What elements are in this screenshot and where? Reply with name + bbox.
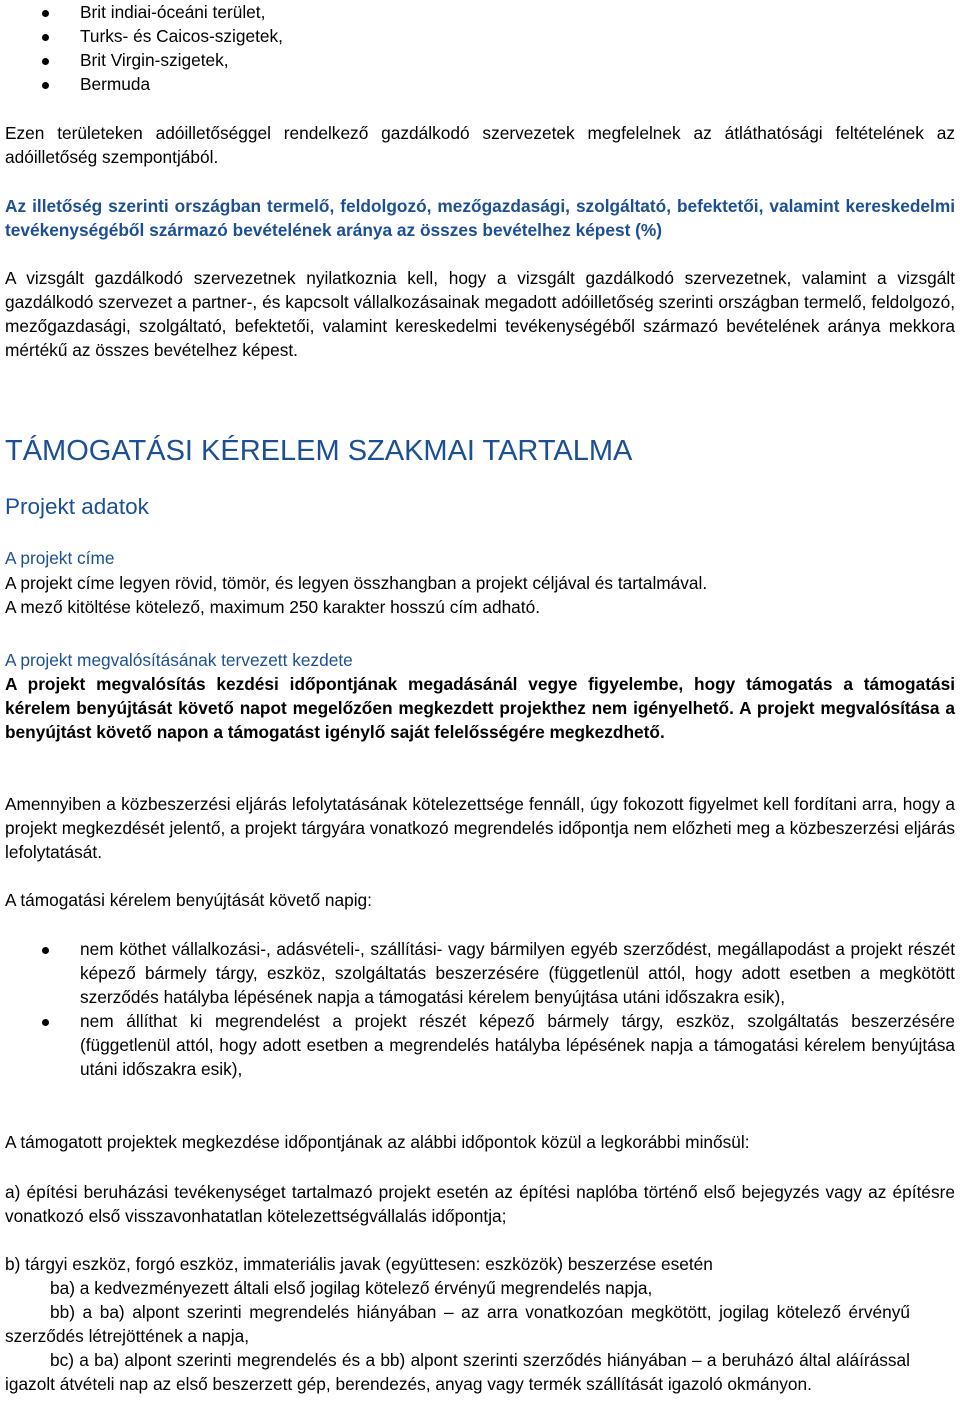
section-body: A vizsgált gazdálkodó szervezetnek nyilatkoznia kell, hogy a vizsgált gazdálkodó szervezetnek, valamint a vizsgált gazdálkodó szervezet a partner-, és kapcsolt vállalkozásainak megadott adóilletőség szerinti országban termelő, feldolgozó, mezőgazdasági, szolgáltató, befektetői, valamint kereskedelmi tevékenységéből származó bevételének aránya mekkora mértékű az összes bevételhez képest. (5, 268, 955, 360)
item-a: a) építési beruházási tevékenységet tartalmazó projekt esetén az építési naplóba történő első bejegyzés vagy az építésre vonatkozó első visszavonhatatlan kötelezettségvállalás időpontja; (5, 1182, 955, 1226)
bullet-icon (42, 82, 49, 89)
project-title-heading: A projekt címe (5, 548, 115, 568)
section-heading: Az illetőség szerinti országban termelő, feldolgozó, mezőgazdasági, szolgáltató, befektetői, valamint kereskedelmi tevékenységéből származó bevételének aránya az összes bevételhez képest (%) (5, 196, 955, 240)
list-item: Turks- és Caicos-szigetek, (5, 24, 955, 48)
page-title: TÁMOGATÁSI KÉRELEM SZAKMAI TARTALMA (5, 435, 633, 467)
list-item: Brit indiai-óceáni terület, (5, 0, 955, 24)
bullet-icon (42, 1019, 49, 1026)
public-procurement-paragraph: Amennyiben a közbeszerzési eljárás lefolytatásának kötelezettsége fennáll, úgy fokozott figyelmet kell fordítani arra, hogy a projekt megkezdését jelentő, a projekt tárgyára vonatkozó megrendelés időpontja nem előzheti meg a közbeszerzési eljárás lefolytatását. (5, 794, 955, 862)
list-item: Brit Virgin-szigetek, (5, 48, 955, 72)
bullet-icon (42, 947, 49, 954)
item-bc: bc) a ba) alpont szerinti megrendelés és a bb) alpont szerinti szerződés hiányában – a beruházó által aláírással igazolt átvételi nap az első beszerzett gép, berendezés, anyag vagy termék szállítását igazoló okmányon. (5, 1350, 910, 1394)
bullet-icon (42, 34, 49, 41)
project-title-text: A mező kitöltése kötelező, maximum 250 karakter hosszú cím adható. (5, 597, 541, 617)
bullet-icon (42, 58, 49, 65)
deadline-paragraph: A támogatási kérelem benyújtását követő napig: (5, 890, 372, 910)
start-date-paragraph: A támogatott projektek megkezdése időpontjának az alábbi időpontok közül a legkorábbi minősül: (5, 1132, 750, 1152)
project-title-text: A projekt címe legyen rövid, tömör, és legyen összhangban a projekt céljával és tartalmával. (5, 573, 708, 593)
section-title: Projekt adatok (5, 494, 149, 519)
list-item: Bermuda (5, 72, 955, 96)
project-start-bold-text: A projekt megvalósítás kezdési időpontjának megadásánál vegye figyelembe, hogy támogatás a támogatási kérelem benyújtását követő napot megelőzően megkezdett projekthez nem igényelhető. A projekt megvalósítása a benyújtást követő napon a támogatást igénylő saját felelősségére megkezdhető. (5, 674, 955, 742)
list-item: nem köthet vállalkozási-, adásvételi-, szállítási- vagy bármilyen egyéb szerződést, megállapodást a projekt részét képező bármely tárgy, eszköz, szolgáltatás beszerzésére (függetlenül attól, hogy adott esetben a megkötött szerződés hatályba lépésének napja a támogatási kérelem benyújtása utáni időszakra esik), (5, 937, 955, 1009)
territory-list (5, 0, 955, 96)
item-bb: bb) a ba) alpont szerinti megrendelés hiányában – az arra vonatkozóan megkötött, jogilag kötelező érvényű szerződés létrejöttének a napja, (5, 1302, 910, 1346)
item-b: b) tárgyi eszköz, forgó eszköz, immateriális javak (együttesen: eszközök) beszerzése esetén (5, 1254, 713, 1274)
list-item: nem állíthat ki megrendelést a projekt részét képező bármely tárgy, eszköz, szolgáltatás beszerzésére (függetlenül attól, hogy adott esetben a megrendelés hatályba lépésének napja a támogatási kérelem benyújtása utáni időszakra esik), (5, 1009, 955, 1081)
restriction-list (5, 937, 955, 1081)
project-start-heading: A projekt megvalósításának tervezett kezdete (5, 650, 353, 670)
intro-paragraph: Ezen területeken adóilletőséggel rendelkező gazdálkodó szervezetek megfelelnek az átláthatósági feltételének az adóilletőség szempontjából. (5, 123, 955, 167)
bullet-icon (42, 10, 49, 17)
item-ba: ba) a kedvezményezett általi első jogilag kötelező érvényű megrendelés napja, (50, 1278, 653, 1298)
